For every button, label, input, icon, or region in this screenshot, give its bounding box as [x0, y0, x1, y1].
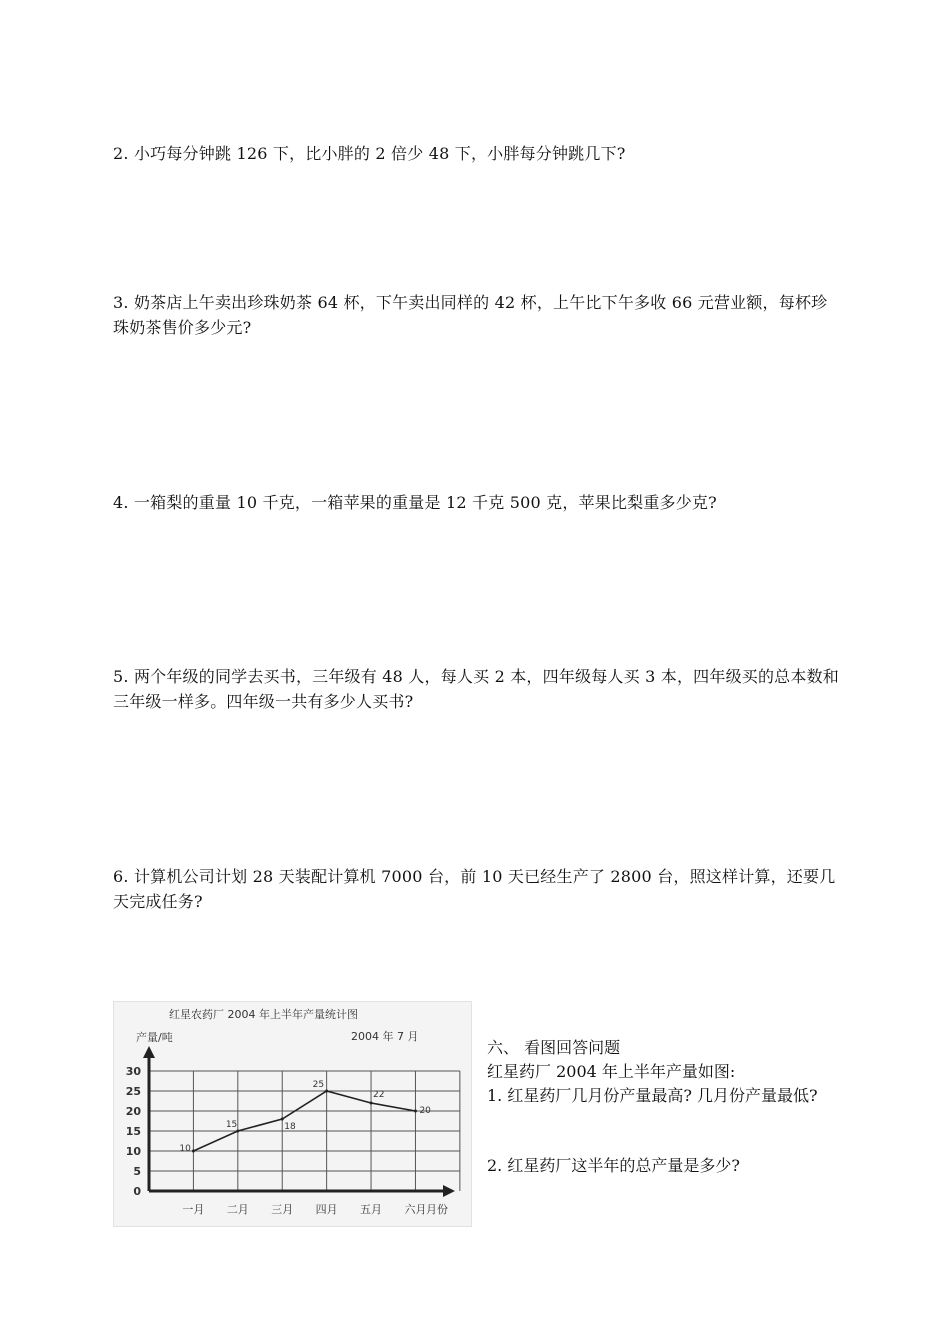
question-3: 3. 奶茶店上午卖出珍珠奶茶 64 杯，下午卖出同样的 42 杯，上午比下午多收 66 元营业额，每杯珍珠奶茶售价多少元?: [113, 293, 828, 337]
x-tick-label-6: 六月: [404, 1203, 427, 1216]
chart-svg: [114, 1002, 471, 1226]
question-6: 6. 计算机公司计划 28 天装配计算机 7000 台，前 10 天已经生产了 2800 台，照这样计算，还要几天完成任务?: [113, 867, 836, 911]
y-axis-arrow-icon: [143, 1046, 155, 1058]
data-label-5: 22: [373, 1090, 385, 1100]
data-point-3: [281, 1118, 284, 1121]
x-axis-arrow-icon: [443, 1185, 455, 1197]
y-tick-label-20: 20: [125, 1105, 141, 1118]
section-6-intro: 红星药厂 2004 年上半年产量如图:: [487, 1062, 736, 1081]
data-label-4: 25: [312, 1080, 325, 1090]
y-tick-label-10: 10: [125, 1145, 141, 1158]
x-tick-label-5: 五月: [360, 1203, 383, 1216]
x-tick-label-1: 一月: [182, 1203, 205, 1216]
y-tick-label-5: 5: [133, 1165, 141, 1178]
data-label-3: 18: [284, 1122, 296, 1132]
y-tick-label-25: 25: [125, 1085, 141, 1098]
section-6-heading: 六、 看图回答问题: [487, 1038, 621, 1057]
y-tick-label-15: 15: [125, 1125, 141, 1138]
chart-xlabel: 月份: [426, 1203, 448, 1216]
data-label-1: 10: [179, 1144, 191, 1154]
production-line-chart: [113, 1001, 472, 1227]
data-point-4: [325, 1090, 328, 1093]
x-tick-label-4: 四月: [315, 1203, 338, 1216]
chart-ylabel: 产量/吨: [136, 1031, 173, 1044]
question-2: 2. 小巧每分钟跳 126 下，比小胖的 2 倍少 48 下，小胖每分钟跳几下?: [113, 144, 626, 163]
y-tick-label-30: 30: [125, 1065, 141, 1078]
section-6-question-2: 2. 红星药厂这半年的总产量是多少?: [487, 1156, 740, 1175]
chart-title: 红星农药厂 2004 年上半年产量统计图: [169, 1008, 358, 1021]
chart-subtitle: 2004 年 7 月: [351, 1030, 419, 1043]
y-tick-label-0: 0: [133, 1185, 141, 1198]
question-5: 5. 两个年级的同学去买书，三年级有 48 人，每人买 2 本，四年级每人买 3 本，四年级买的总本数和三年级一样多。四年级一共有多少人买书?: [113, 667, 839, 711]
data-label-2: 15: [225, 1120, 238, 1130]
data-point-5: [370, 1102, 373, 1105]
section-6: [487, 1036, 847, 1178]
data-point-1: [192, 1150, 195, 1153]
data-point-6: [414, 1110, 417, 1113]
section-6-question-1: 1. 红星药厂几月份产量最高? 几月份产量最低?: [487, 1086, 818, 1105]
question-4: 4. 一箱梨的重量 10 千克，一箱苹果的重量是 12 千克 500 克，苹果比梨重多少克?: [113, 493, 717, 512]
data-label-6: 20: [419, 1106, 431, 1116]
x-tick-label-2: 二月: [226, 1203, 249, 1216]
x-tick-label-3: 三月: [271, 1203, 294, 1216]
